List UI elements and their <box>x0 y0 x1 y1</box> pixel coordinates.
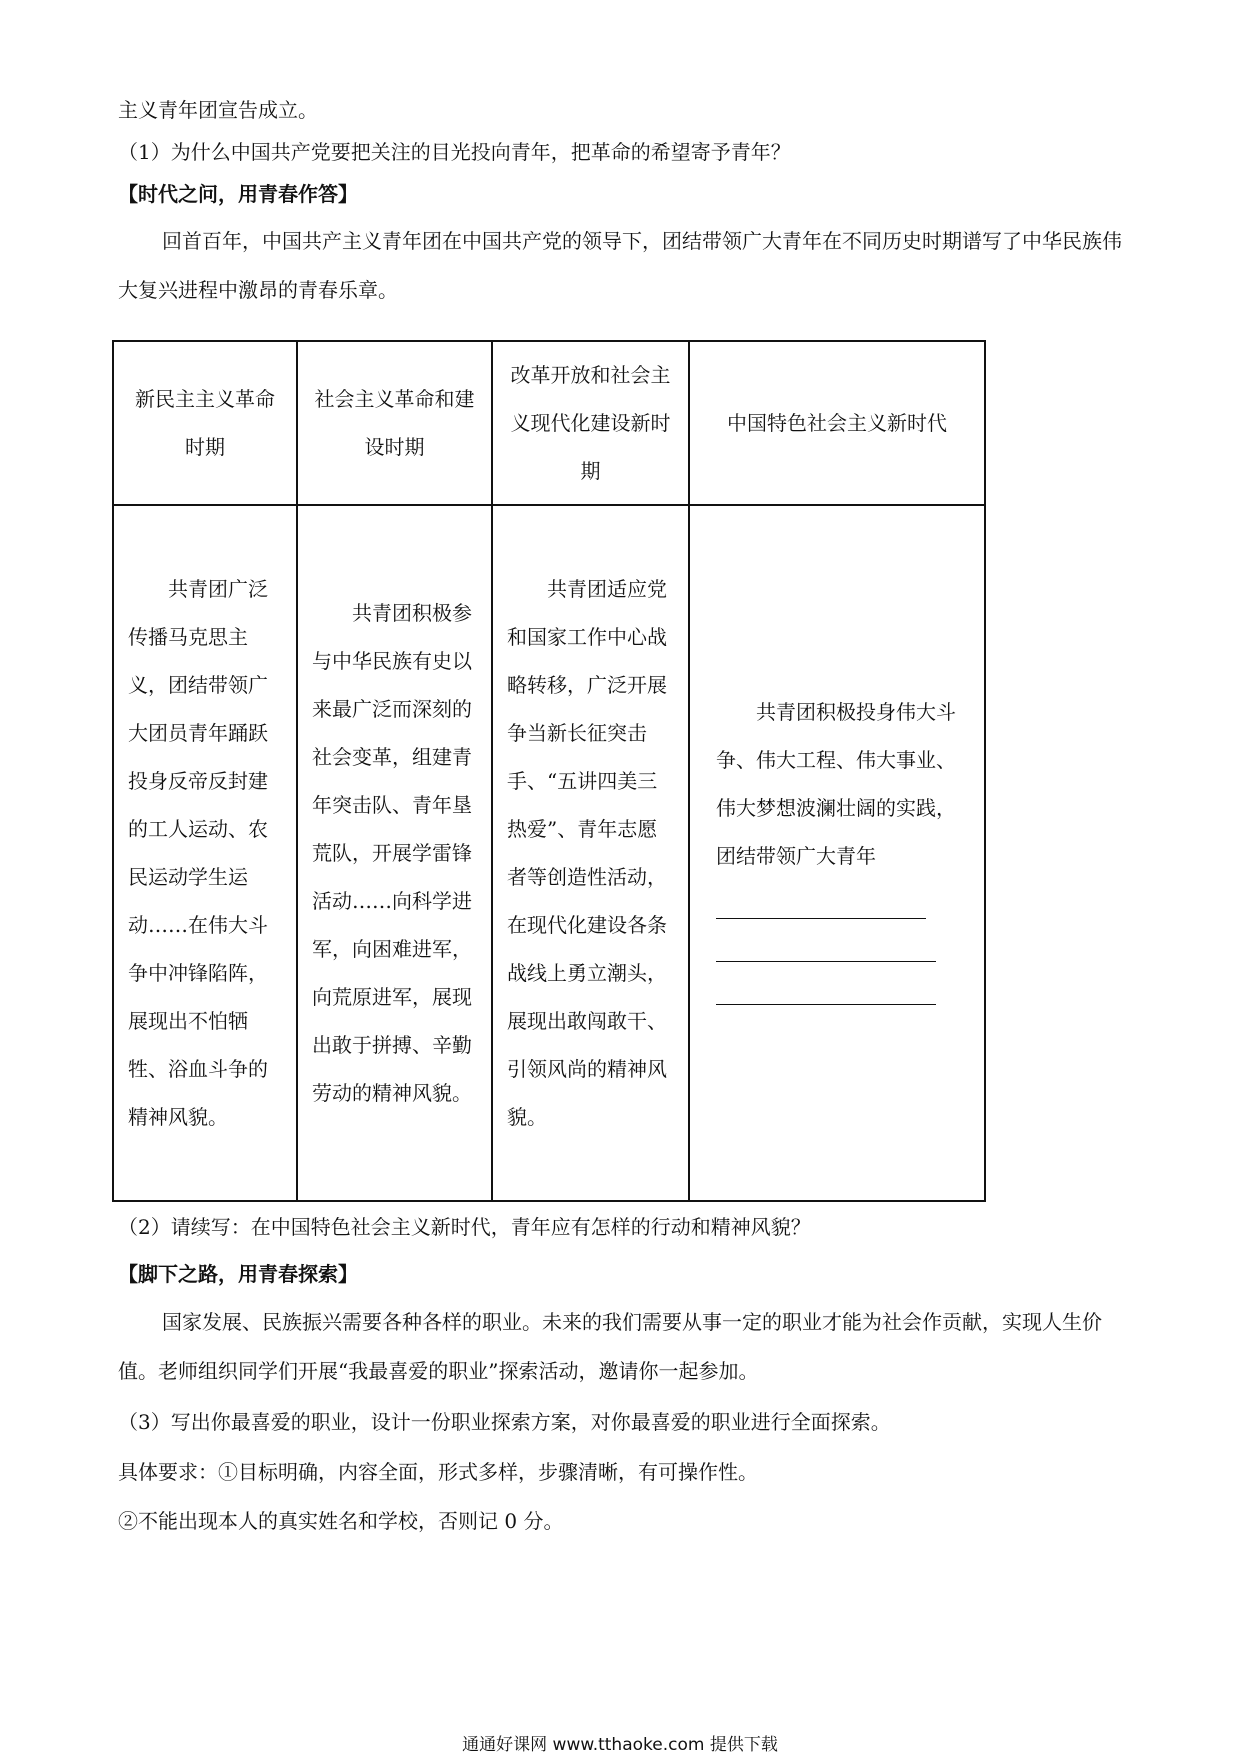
career-paragraph: 国家发展、民族振兴需要各种各样的职业。未来的我们需要从事一定的职业才能为社会作贡献，实现人生价值。老师组织同学们开展“我最喜爱的职业”探索活动，邀请你一起参加。 <box>118 1310 1102 1383</box>
header-cell-new-era: 中国特色社会主义新时代 <box>689 341 985 505</box>
answer-blank-line <box>716 976 936 1005</box>
header-cell-reform-opening: 改革开放和社会主义现代化建设新时期 <box>492 341 689 505</box>
cell-socialist-construction: 共青团积极参与中华民族有史以来最广泛而深刻的社会变革，组建青年突击队、青年垦荒队，开展学雷锋活动……向科学进军，向困难进军，向荒原进军，展现出敢于拼搏、辛勤劳动的精神风貌。 <box>297 505 492 1201</box>
header-cell-socialist-construction: 社会主义革命和建设时期 <box>297 341 492 505</box>
cell-new-democratic: 共青团广泛传播马克思主义，团结带领广大团员青年踊跃投身反帝反封建的工人运动、农民运动学生运动……在伟大斗争中冲锋陷阵，展现出不怕牺牲、浴血斗争的精神风貌。 <box>113 505 297 1201</box>
requirement-2: ②不能出现本人的真实姓名和学校，否则记 0 分。 <box>118 1509 564 1533</box>
answer-blank-line <box>716 933 936 962</box>
answer-blank-line <box>716 890 926 919</box>
section-heading-1: 【时代之问，用青春作答】 <box>118 182 358 206</box>
table-row <box>113 505 985 1201</box>
cell-new-era <box>689 505 985 1201</box>
question-1: （1）为什么中国共产党要把关注的目光投向青年，把革命的希望寄予青年？ <box>118 140 791 164</box>
header-cell-new-democratic: 新民主主义革命时期 <box>113 341 297 505</box>
requirement-1: 具体要求：①目标明确，内容全面，形式多样，步骤清晰，有可操作性。 <box>118 1460 758 1484</box>
question-2: （2）请续写：在中国特色社会主义新时代，青年应有怎样的行动和精神风貌？ <box>118 1215 811 1239</box>
table-header-row <box>113 341 985 505</box>
cell-new-era-text: 共青团积极投身伟大斗争、伟大工程、伟大事业、伟大梦想波澜壮阔的实践，团结带领广大青年 <box>716 699 956 868</box>
page-footer: 通通好课网 www.tthaoke.com 提供下载 <box>462 1735 778 1755</box>
cell-reform-opening: 共青团适应党和国家工作中心战略转移，广泛开展争当新长征突击手、“五讲四美三热爱”、青年志愿者等创造性活动，在现代化建设各条战线上勇立潮头，展现出敢闯敢干、引领风尚的精神风貌。 <box>492 505 689 1201</box>
section-heading-2: 【脚下之路，用青春探索】 <box>118 1262 358 1286</box>
periods-table <box>112 340 986 1202</box>
intro-paragraph: 回首百年，中国共产主义青年团在中国共产党的领导下，团结带领广大青年在不同历史时期谱写了中华民族伟大复兴进程中激昂的青春乐章。 <box>118 229 1122 302</box>
paragraph-continuation: 主义青年团宣告成立。 <box>118 98 318 122</box>
question-3: （3）写出你最喜爱的职业，设计一份职业探索方案，对你最喜爱的职业进行全面探索。 <box>118 1410 891 1434</box>
